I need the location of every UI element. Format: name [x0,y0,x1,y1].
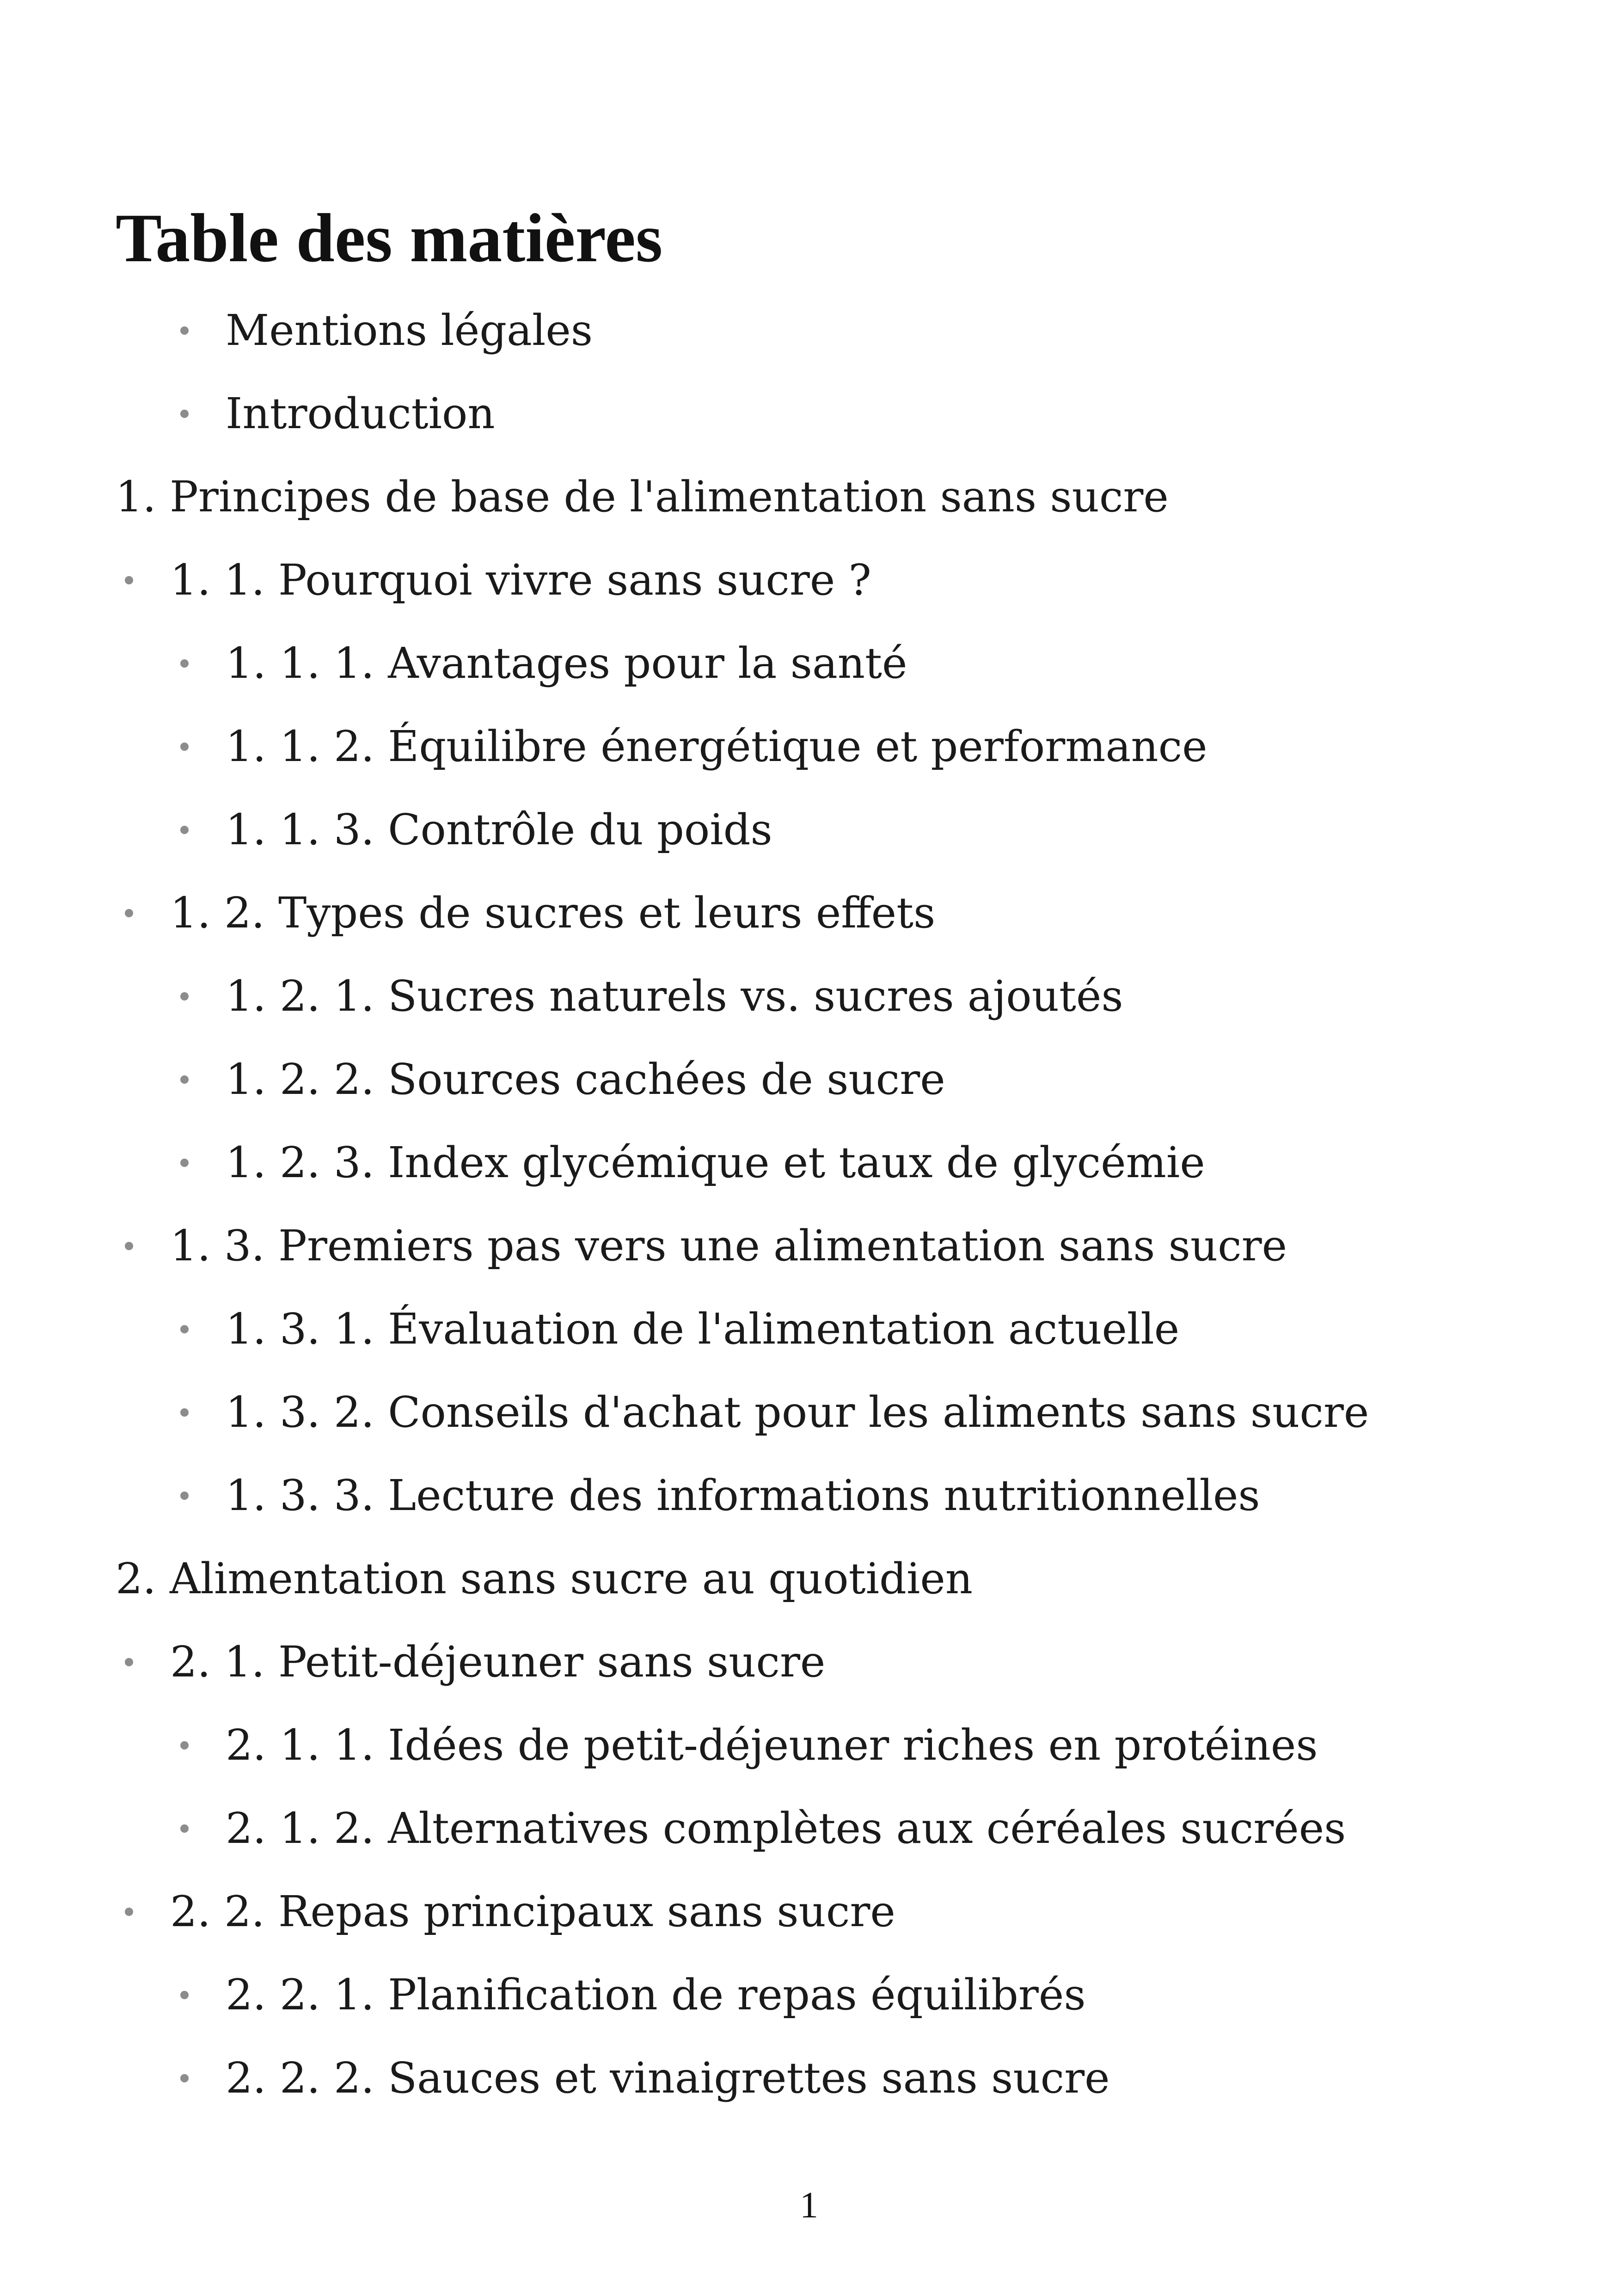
toc-entry-label: 2. 2. 2. Sauces et vinaigrettes sans sucre [226,2053,1110,2103]
toc-entry[interactable] [180,1050,945,1110]
toc-entry[interactable] [180,1715,1318,1775]
toc-entry-label: Mentions légales [226,306,593,355]
bullet-icon [180,1075,189,1084]
page-title: Table des matières [116,200,663,276]
toc-entry[interactable] [180,800,772,860]
bullet-icon [125,1658,133,1666]
toc-entry[interactable] [125,1632,825,1692]
toc-entry[interactable] [116,467,1169,527]
bullet-icon [125,909,133,917]
bullet-icon [180,659,189,668]
toc-entry-label: 1. 2. Types de sucres et leurs effets [170,888,936,938]
bullet-icon [125,1908,133,1916]
bullet-icon [180,1325,189,1333]
bullet-icon [180,1741,189,1750]
toc-entry[interactable] [180,633,907,694]
toc-entry[interactable] [125,550,871,610]
toc-entry[interactable] [180,1466,1260,1526]
toc-entry-label: 2. 1. 1. Idées de petit-déjeuner riches en protéines [226,1720,1318,1770]
bullet-icon [180,826,189,834]
toc-entry[interactable] [125,883,935,943]
toc-entry-label: 1. 1. 3. Contrôle du poids [226,805,772,854]
bullet-icon [180,410,189,418]
bullet-icon [180,2074,189,2082]
bullet-icon [125,1242,133,1250]
toc-entry-label: 1. Principes de base de l'alimentation sans sucre [116,472,1169,522]
toc-entry-label: 1. 2. 1. Sucres naturels vs. sucres ajoutés [226,971,1123,1021]
toc-entry[interactable] [180,301,593,361]
toc-entry-label: 1. 3. 3. Lecture des informations nutritionnelles [226,1471,1260,1520]
bullet-icon [180,326,189,335]
bullet-icon [180,743,189,751]
toc-entry[interactable] [180,1965,1086,2025]
toc-entry[interactable] [180,1299,1179,1359]
toc-entry-label: 1. 3. 2. Conseils d'achat pour les aliments sans sucre [226,1387,1369,1437]
toc-entry-label: 2. Alimentation sans sucre au quotidien [116,1554,973,1603]
toc-entry-label: 1. 3. 1. Évaluation de l'alimentation actuelle [226,1304,1180,1354]
bullet-icon [180,1824,189,1833]
toc-entry-label: 1. 2. 3. Index glycémique et taux de glycémie [226,1138,1205,1187]
toc-entry-label: 1. 1. 2. Équilibre énergétique et performance [226,722,1207,771]
toc-entry[interactable] [180,966,1123,1026]
toc-entry[interactable] [116,1549,973,1609]
toc-entry-label: 1. 3. Premiers pas vers une alimentation sans sucre [170,1221,1287,1271]
bullet-icon [125,576,133,584]
toc-entry-label: 2. 2. 1. Planification de repas équilibrés [226,1970,1086,2020]
page-number: 1 [800,2185,818,2226]
bullet-icon [180,1159,189,1167]
toc-entry-label: Introduction [226,389,495,438]
toc-entry[interactable] [180,2048,1110,2108]
toc-entry[interactable] [125,1882,895,1942]
toc-entry[interactable] [180,1799,1346,1859]
bullet-icon [180,1492,189,1500]
toc-entry[interactable] [180,384,495,444]
toc-entry-label: 2. 2. Repas principaux sans sucre [170,1887,895,1936]
toc-entry[interactable] [180,1382,1369,1443]
toc-entry-label: 2. 1. Petit-déjeuner sans sucre [170,1637,826,1687]
toc-entry-label: 1. 1. Pourquoi vivre sans sucre ? [170,555,871,605]
bullet-icon [180,1408,189,1417]
toc-entry-label: 1. 1. 1. Avantages pour la santé [226,638,907,688]
bullet-icon [180,1991,189,1999]
bullet-icon [180,992,189,1001]
toc-entry-label: 1. 2. 2. Sources cachées de sucre [226,1055,945,1104]
toc-entry[interactable] [125,1216,1287,1276]
toc-entry[interactable] [180,717,1207,777]
toc-entry-label: 2. 1. 2. Alternatives complètes aux céréales sucrées [226,1804,1346,1853]
toc-entry[interactable] [180,1133,1205,1193]
